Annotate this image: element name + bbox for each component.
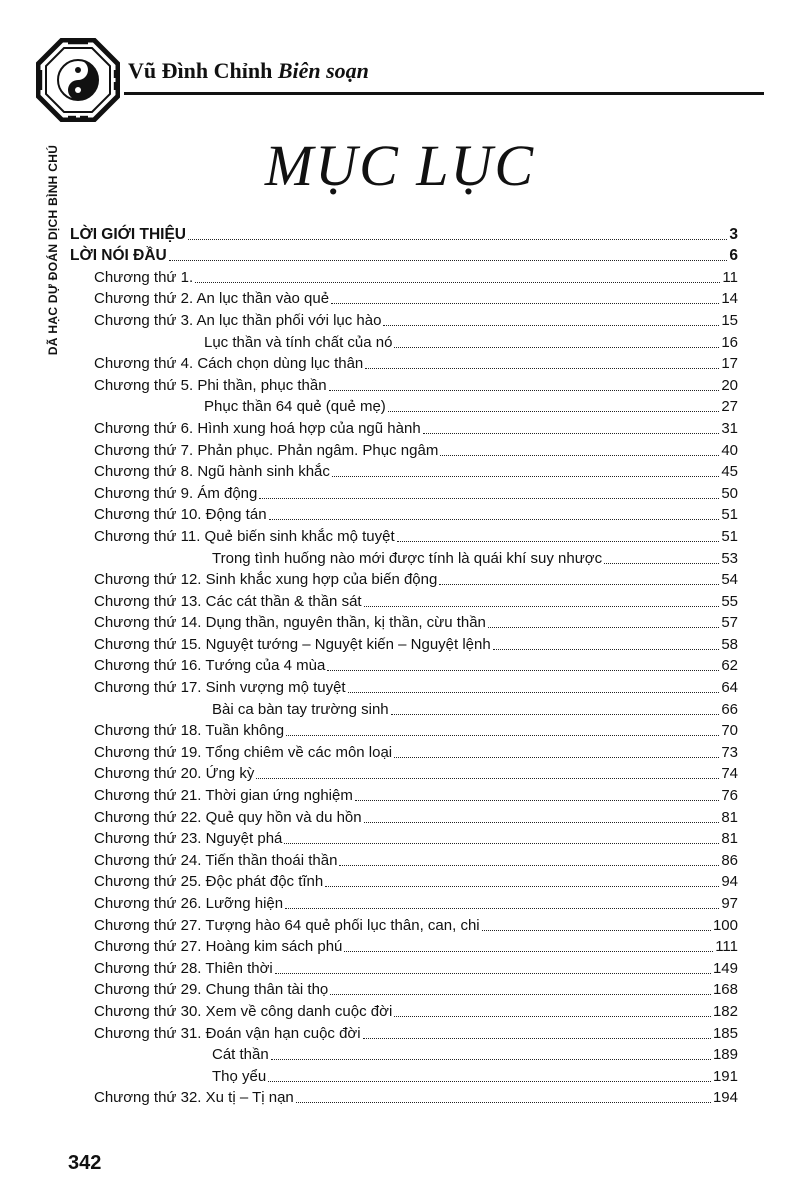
dot-leader xyxy=(169,260,728,261)
toc-entry xyxy=(70,697,738,719)
toc-entry-label xyxy=(70,571,437,589)
toc-entry-label xyxy=(70,442,438,460)
toc-entry xyxy=(70,762,738,784)
toc-page-number: 100 xyxy=(712,916,738,934)
toc-entry-label xyxy=(70,420,421,438)
toc-entry-label xyxy=(70,485,257,503)
toc-entry-label xyxy=(70,550,602,568)
toc-entry-title: An lục thần phối với lục hào xyxy=(196,311,382,329)
toc-chapter-number: Chương thứ 8. xyxy=(94,463,194,481)
toc-entry-label xyxy=(70,1068,266,1086)
toc-page-number: 3 xyxy=(729,225,738,243)
toc-page-number: 73 xyxy=(721,743,738,761)
toc-entry-label xyxy=(70,852,337,870)
toc-entry-label xyxy=(70,398,386,416)
toc-entry xyxy=(70,330,738,352)
toc-entry xyxy=(70,308,738,330)
toc-entry-title: Sinh khắc xung hợp của biến động xyxy=(205,571,438,589)
toc-entry-label xyxy=(70,809,362,827)
header-rule xyxy=(124,92,764,95)
toc-entry xyxy=(70,589,738,611)
toc-entry-title: Sinh vượng mộ tuyệt xyxy=(205,679,346,697)
toc-page-number: 45 xyxy=(721,463,738,481)
dot-leader xyxy=(439,584,719,585)
dot-leader xyxy=(329,390,720,391)
toc-entry xyxy=(70,438,738,460)
toc-page-number: 17 xyxy=(721,355,738,373)
toc-entry xyxy=(70,805,738,827)
toc-chapter-number: Chương thứ 27. xyxy=(94,938,202,956)
toc-entry xyxy=(70,395,738,417)
toc-entry-title: Nguyệt tướng – Nguyệt kiến – Nguyệt lệnh xyxy=(205,635,491,653)
toc-entry-label xyxy=(70,1046,269,1064)
dot-leader xyxy=(259,498,719,499)
toc-chapter-number: Chương thứ 11. xyxy=(94,527,201,545)
table-of-contents xyxy=(70,222,738,1107)
toc-entry-title: An lục thần vào quẻ xyxy=(196,290,330,308)
toc-chapter-number: Chương thứ 26. xyxy=(94,895,202,912)
toc-page-number: 62 xyxy=(721,657,738,675)
toc-entry-label xyxy=(70,355,363,373)
toc-page-number: 86 xyxy=(721,851,738,869)
toc-chapter-number: Chương thứ 31. xyxy=(94,1024,202,1042)
toc-entry-title: Quẻ biến sinh khắc mộ tuyệt xyxy=(204,527,395,545)
toc-entry-label xyxy=(70,506,267,524)
dot-leader xyxy=(348,692,720,693)
toc-chapter-number: Chương thứ 20. xyxy=(94,765,202,783)
dot-leader xyxy=(388,411,720,412)
toc-entry xyxy=(70,287,738,309)
toc-entry-label xyxy=(70,679,346,697)
toc-entry-label xyxy=(70,787,353,805)
toc-entry xyxy=(70,848,738,870)
dot-leader xyxy=(296,1102,711,1103)
toc-page-number: 149 xyxy=(712,959,738,977)
dot-leader xyxy=(364,606,720,607)
toc-entry xyxy=(70,827,738,849)
toc-entry-title: Chung thân tài thọ xyxy=(205,981,329,999)
toc-page-number: 182 xyxy=(712,1002,738,1020)
toc-page-number: 64 xyxy=(721,679,738,697)
toc-entry-title: Phi thần, phục thần xyxy=(197,376,327,394)
toc-page-number: 66 xyxy=(721,700,738,718)
toc-entry-title: Tổng chiêm về các môn loại xyxy=(205,743,393,761)
dot-leader xyxy=(271,1059,711,1060)
toc-chapter-number: Chương thứ 14. xyxy=(94,614,202,632)
toc-page-number: 50 xyxy=(721,484,738,502)
toc-chapter-number: Chương thứ 21. xyxy=(94,787,202,805)
dot-leader xyxy=(269,519,720,520)
toc-entry-label xyxy=(70,247,167,265)
dot-leader xyxy=(268,1081,711,1082)
toc-entry xyxy=(70,244,738,266)
toc-entry xyxy=(70,978,738,1000)
toc-chapter-number: Chương thứ 28. xyxy=(94,959,202,977)
toc-entry-title: Tượng hào 64 quẻ phối lục thân, can, chi xyxy=(205,916,480,934)
dot-leader xyxy=(325,886,719,887)
toc-page-number: 51 xyxy=(721,506,738,524)
toc-entry-label xyxy=(70,701,389,719)
toc-entry xyxy=(70,460,738,482)
toc-entry xyxy=(70,352,738,374)
toc-page-number: 55 xyxy=(721,592,738,610)
toc-entry-label xyxy=(70,377,327,395)
toc-page-number: 27 xyxy=(721,398,738,416)
dot-leader xyxy=(285,908,719,909)
toc-page-number: 58 xyxy=(721,635,738,653)
toc-page-number: 31 xyxy=(721,419,738,437)
yin-yang-logo-icon xyxy=(36,38,120,122)
toc-entry xyxy=(70,1043,738,1065)
toc-chapter-number: Chương thứ 9. xyxy=(94,484,194,502)
dot-leader xyxy=(331,303,719,304)
toc-chapter-number: Chương thứ 2. xyxy=(94,290,194,308)
spine-text: DÃ HẠC DỰ ĐOÁN DỊCH BÌNH CHÚ xyxy=(46,144,61,356)
toc-chapter-number: Chương thứ 19. xyxy=(94,743,202,761)
toc-entry-label xyxy=(70,960,273,978)
toc-page-number: 94 xyxy=(721,873,738,891)
toc-chapter-number: Chương thứ 13. xyxy=(94,592,202,610)
author-name: Vũ Đình Chỉnh xyxy=(128,58,273,83)
toc-page-number: 194 xyxy=(712,1089,738,1107)
toc-entry xyxy=(70,740,738,762)
toc-entry-label xyxy=(70,1025,361,1043)
toc-entry xyxy=(70,546,738,568)
toc-entry-title: Tiến thần thoái thần xyxy=(205,851,338,869)
toc-entry-title: LỜI NÓI ĐẦU xyxy=(70,247,167,265)
toc-page-number: 15 xyxy=(721,311,738,329)
toc-page-number: 191 xyxy=(712,1067,738,1085)
toc-chapter-number: Chương thứ 32. xyxy=(94,1089,202,1107)
toc-page-number: 20 xyxy=(721,376,738,394)
dot-leader xyxy=(394,757,719,758)
toc-chapter-number: Chương thứ 23. xyxy=(94,830,202,848)
toc-entry-title: Lưỡng hiện xyxy=(205,895,284,912)
toc-entry-label xyxy=(70,290,329,308)
toc-page-number: 189 xyxy=(712,1046,738,1064)
dot-leader xyxy=(383,325,719,326)
toc-chapter-number: Chương thứ 6. xyxy=(94,419,194,437)
toc-entry-title: Độc phát độc tĩnh xyxy=(205,873,324,891)
toc-page-number: 40 xyxy=(721,441,738,459)
dot-leader xyxy=(423,433,720,434)
toc-entry-label xyxy=(70,334,392,352)
toc-entry-title: Thời gian ứng nghiệm xyxy=(205,787,353,805)
toc-page-number: 168 xyxy=(712,981,738,999)
toc-page-number: 11 xyxy=(722,268,738,286)
toc-entry xyxy=(70,568,738,590)
toc-entry-title: Cát thần xyxy=(212,1046,269,1064)
toc-entry-label xyxy=(70,528,395,546)
toc-chapter-number: Chương thứ 7. xyxy=(94,441,194,459)
toc-chapter-number: Chương thứ 18. xyxy=(94,722,202,740)
toc-entry xyxy=(70,913,738,935)
dot-leader xyxy=(363,1038,711,1039)
toc-entry xyxy=(70,654,738,676)
toc-entry-title: Hoàng kim sách phú xyxy=(205,938,343,956)
toc-page-number: 97 xyxy=(721,895,738,912)
dot-leader xyxy=(397,541,720,542)
toc-entry xyxy=(70,956,738,978)
toc-entry-title: Ám động xyxy=(197,484,258,502)
toc-entry-title: Ứng kỳ xyxy=(205,765,255,783)
dot-leader xyxy=(256,778,719,779)
toc-entry-label xyxy=(70,463,330,481)
dot-leader xyxy=(394,347,719,348)
toc-entry-title: Xu tị – Tị nạn xyxy=(205,1089,294,1107)
toc-entry xyxy=(70,503,738,525)
toc-entry-label xyxy=(70,830,282,848)
toc-page-number: 111 xyxy=(715,938,738,956)
toc-chapter-number: Chương thứ 24. xyxy=(94,851,202,869)
toc-entry-title: Các cát thần & thần sát xyxy=(205,592,362,610)
toc-entry-label xyxy=(70,593,362,611)
toc-entry-label xyxy=(70,312,381,330)
toc-entry-title: Tuần không xyxy=(205,722,285,740)
toc-entry-title: Thiên thời xyxy=(205,959,273,977)
toc-entry-title: Cách chọn dùng lục thân xyxy=(197,355,364,373)
dot-leader xyxy=(339,865,719,866)
dot-leader xyxy=(391,714,720,715)
toc-entry-label xyxy=(70,657,325,675)
dot-leader xyxy=(286,735,719,736)
toc-chapter-number: Chương thứ 17. xyxy=(94,679,202,697)
dot-leader xyxy=(440,455,719,456)
toc-chapter-number: Chương thứ 4. xyxy=(94,355,194,373)
toc-entry xyxy=(70,632,738,654)
toc-entry xyxy=(70,265,738,287)
toc-entry-title: Bài ca bàn tay trường sinh xyxy=(212,700,389,718)
toc-entry xyxy=(70,999,738,1021)
toc-chapter-number: Chương thứ 12. xyxy=(94,571,202,589)
toc-entry-title: Dụng thần, nguyên thần, kị thần, cừu thần xyxy=(205,614,486,632)
toc-page-number: 185 xyxy=(712,1024,738,1042)
toc-entry-title: Nguyệt phá xyxy=(205,830,283,848)
toc-page-number: 76 xyxy=(721,787,738,805)
toc-entry-label xyxy=(70,744,392,762)
toc-chapter-number: Chương thứ 30. xyxy=(94,1002,202,1020)
toc-entry-title: Đoán vận hạn cuộc đời xyxy=(205,1024,361,1042)
toc-page-number: 81 xyxy=(721,808,738,826)
dot-leader xyxy=(327,670,719,671)
dot-leader xyxy=(332,476,719,477)
page-title: MỤC LỤC xyxy=(264,133,536,198)
dot-leader xyxy=(488,627,719,628)
toc-page-number: 74 xyxy=(721,765,738,783)
header-author xyxy=(128,58,369,84)
toc-page-number: 57 xyxy=(721,614,738,632)
dot-leader xyxy=(355,800,719,801)
dot-leader xyxy=(364,822,720,823)
toc-entry-title: Phản phục. Phản ngâm. Phục ngâm xyxy=(197,441,439,459)
dot-leader xyxy=(195,282,720,283)
dot-leader xyxy=(365,368,719,369)
toc-chapter-number: Chương thứ 29. xyxy=(94,981,202,999)
toc-entry-label xyxy=(70,938,342,956)
toc-entry xyxy=(70,481,738,503)
toc-entry xyxy=(70,524,738,546)
dot-leader xyxy=(344,951,713,952)
toc-page-number: 16 xyxy=(721,333,738,351)
dot-leader xyxy=(604,563,719,564)
toc-entry-title: Lục thần và tính chất của nó xyxy=(204,333,393,351)
toc-chapter-number: Chương thứ 5. xyxy=(94,376,194,394)
toc-entry xyxy=(70,870,738,892)
toc-chapter-number: Chương thứ 25. xyxy=(94,873,202,891)
dot-leader xyxy=(275,973,711,974)
author-role: Biên soạn xyxy=(277,58,369,83)
toc-chapter-number: Chương thứ 1. xyxy=(94,268,194,286)
toc-page-number: 14 xyxy=(721,290,738,308)
toc-entry xyxy=(70,675,738,697)
toc-entry-label xyxy=(70,636,491,654)
toc-entry xyxy=(70,416,738,438)
dot-leader xyxy=(330,994,711,995)
toc-entry-title: Phục thần 64 quẻ (quẻ mẹ) xyxy=(204,398,386,416)
dot-leader xyxy=(394,1016,711,1017)
toc-entry-label xyxy=(70,614,486,632)
toc-chapter-number: Chương thứ 16. xyxy=(94,657,202,675)
toc-entry xyxy=(70,1086,738,1108)
toc-page-number: 6 xyxy=(729,247,738,265)
toc-chapter-number: Chương thứ 27. xyxy=(94,916,202,934)
dot-leader xyxy=(493,649,720,650)
toc-chapter-number: Chương thứ 15. xyxy=(94,635,202,653)
toc-entry xyxy=(70,1064,738,1086)
toc-entry xyxy=(70,373,738,395)
toc-page-number: 81 xyxy=(721,830,738,848)
toc-entry-title: Xem về công danh cuộc đời xyxy=(205,1002,393,1020)
toc-entry-label xyxy=(70,981,328,999)
toc-entry-label xyxy=(70,269,193,287)
toc-entry-label xyxy=(70,917,480,935)
toc-entry-label xyxy=(70,873,323,891)
toc-entry-title: Trong tình huống nào mới được tính là quái khí suy nhược xyxy=(212,549,603,567)
toc-entry-title: Động tán xyxy=(205,506,267,524)
dot-leader xyxy=(482,930,711,931)
toc-entry xyxy=(70,719,738,741)
toc-chapter-number: Chương thứ 22. xyxy=(94,808,202,826)
toc-entry-title: Tướng của 4 mùa xyxy=(205,657,326,675)
toc-page-number: 70 xyxy=(721,722,738,740)
toc-entry-label xyxy=(70,722,284,740)
toc-chapter-number: Chương thứ 10. xyxy=(94,506,202,524)
dot-leader xyxy=(188,239,727,240)
toc-entry-label xyxy=(70,765,254,783)
toc-entry-title: Hình xung hoá hợp của ngũ hành xyxy=(197,419,421,437)
toc-entry-title: Ngũ hành sinh khắc xyxy=(197,463,330,481)
dot-leader xyxy=(284,843,719,844)
toc-entry-title: Thọ yểu xyxy=(212,1067,267,1085)
toc-entry xyxy=(70,935,738,957)
toc-entry xyxy=(70,222,738,244)
toc-page-number: 54 xyxy=(721,571,738,589)
toc-page-number: 51 xyxy=(721,527,738,545)
toc-chapter-number: Chương thứ 3. xyxy=(94,311,194,329)
toc-entry xyxy=(70,1021,738,1043)
toc-entry-label xyxy=(70,226,186,244)
toc-entry-title: LỜI GIỚI THIỆU xyxy=(70,225,187,243)
toc-entry-label xyxy=(70,1089,294,1107)
toc-entry-label xyxy=(70,1003,392,1021)
page-number: 342 xyxy=(68,1152,102,1174)
toc-entry xyxy=(70,783,738,805)
toc-entry-title: Quẻ quy hồn và du hồn xyxy=(205,808,362,826)
toc-entry xyxy=(70,611,738,633)
toc-entry xyxy=(70,891,738,913)
toc-page-number: 53 xyxy=(721,549,738,567)
toc-entry-label xyxy=(70,895,283,913)
